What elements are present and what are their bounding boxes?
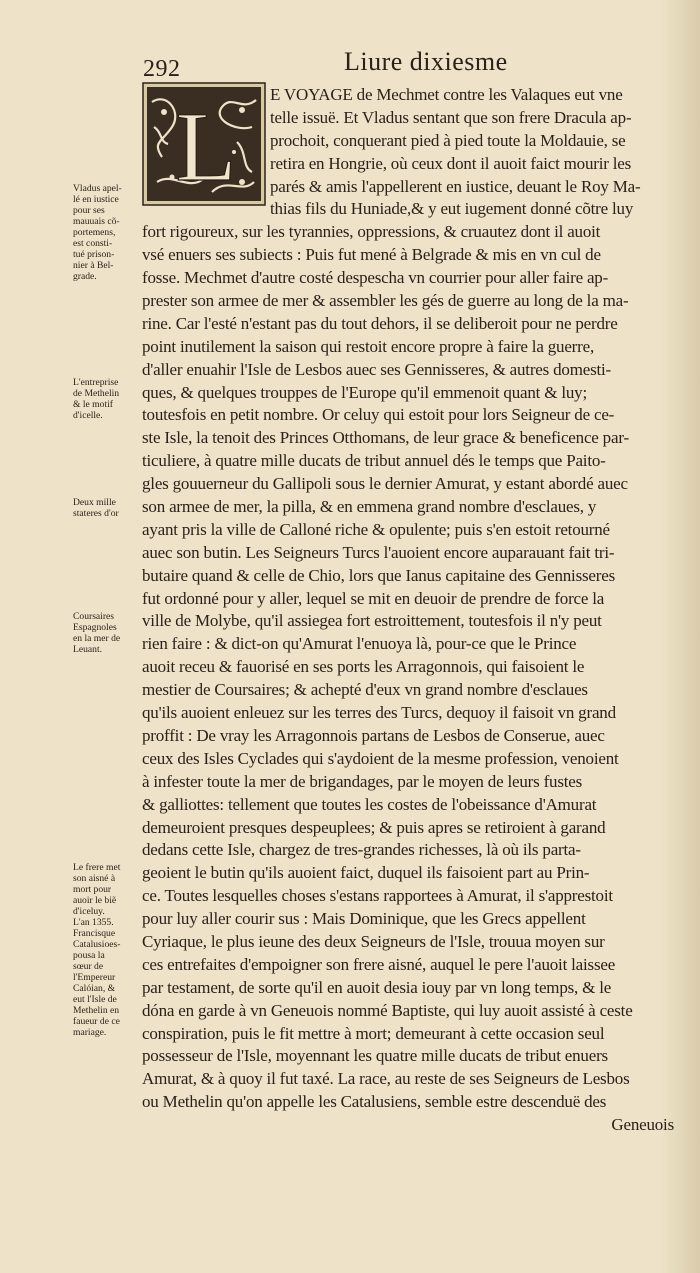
- margin-note-line: l'Empereur: [73, 972, 116, 983]
- text-line: parés & amis l'appellerent en iustice, deuant le Roy Ma-: [270, 176, 641, 196]
- text-line: dedans cette Isle, chargez de tres-grandes richesses, là où ils parta-: [142, 840, 581, 860]
- margin-note-line: grade.: [73, 271, 97, 282]
- text-line: ces entrefaites d'empoigner son frere aisné, auquel le pere l'auoit laissee: [142, 954, 616, 974]
- margin-note-line: pour ses: [73, 205, 105, 216]
- text-line: Cyriaque, le plus ieune des deux Seigneurs de l'Isle, trouua moyen sur: [142, 931, 605, 951]
- text-line: pour luy aller courir sus : Mais Dominique, que les Grecs appellent: [142, 909, 586, 929]
- margin-note-line: mauuais cõ-: [73, 216, 120, 227]
- margin-note: [73, 497, 145, 519]
- margin-note-line: Vladus apel-: [73, 183, 122, 194]
- text-line: geoient le butin qu'ils auoient faict, duquel ils faisoient part au Prin-: [142, 863, 590, 883]
- margin-note-line: Methelin en: [73, 1005, 120, 1016]
- margin-note-line: mariage.: [73, 1027, 107, 1038]
- margin-note-line: Le frere met: [73, 862, 121, 873]
- text-line: proffit : De vray les Arragonnois partans de Lesbos de Conserue, auec: [142, 725, 605, 745]
- margin-note-line: L'entreprise: [73, 377, 119, 388]
- margin-note-line: Coursaires: [73, 611, 115, 622]
- margin-note-line: sœur de: [73, 961, 104, 972]
- text-line: point inutilement la saison qui restoit encore propre à faire la guerre,: [142, 336, 594, 356]
- margin-note-line: est consti-: [73, 238, 113, 249]
- margin-note-line: nier à Bel-: [73, 260, 114, 271]
- text-line: prochoit, conquerant pied à pied toute la Moldauie, se: [270, 130, 626, 150]
- text-line: d'aller enuahir l'Isle de Lesbos auec ses Gennisseres, & autres domesti-: [142, 359, 611, 379]
- margin-note-line: d'iceluy.: [73, 906, 105, 917]
- text-line: telle issuë. Et Vladus sentant que son frere Dracula ap-: [270, 107, 632, 127]
- text-line: ticuliere, à quatre mille ducats de tribut annuel dés le temps que Paito-: [142, 451, 606, 471]
- text-line: fut ordonné pour y aller, lequel se mit en deuoir de prendre de force la: [142, 588, 605, 608]
- text-line: son armee de mer, la pilla, & en emmena grand nombre d'esclaues, y: [142, 497, 597, 517]
- text-line: par testament, de sorte qu'il en auoit desia iouy par vn long temps, & le: [142, 977, 612, 997]
- text-line: rine. Car l'esté n'estant pas du tout dehors, il se deliberoit pour ne perdre: [142, 313, 618, 333]
- text-line: butaire quand & celle de Chio, lors que Ianus capitaine des Gennisseres: [142, 565, 615, 585]
- margin-note-line: pousa la: [73, 950, 105, 961]
- text-line: auoit receu & fauorisé en ses ports les Arragonnois, qui faisoient le: [142, 657, 585, 677]
- text-line: à infester toute la mer de brigandages, par le moyen de leurs fustes: [142, 771, 583, 791]
- margin-note-line: eut l'Isle de: [73, 994, 117, 1005]
- margin-note-line: faueur de ce: [73, 1016, 120, 1027]
- text-line: thias fils du Huniade,& y eut iugement donné cõtre luy: [270, 199, 634, 219]
- main-text: [142, 84, 674, 1137]
- margin-note: [73, 611, 145, 655]
- text-line: dóna en garde à vn Geneuois nommé Baptiste, qui luy auoit assisté à ceste: [142, 1000, 633, 1020]
- margin-note-line: L'an 1355.: [73, 917, 114, 928]
- text-line: possesseur de l'Isle, moyennant les quatre mille ducats de tribut enuers: [142, 1046, 608, 1066]
- margin-note-line: stateres d'or: [73, 508, 119, 519]
- margin-note-line: en la mer de: [73, 633, 121, 644]
- text-line: ceux des Isles Cyclades qui s'aydoient de la mesme profession, venoient: [142, 748, 619, 768]
- margin-note-line: Calóian, &: [73, 983, 116, 994]
- text-line: rien faire : & dict-on qu'Amurat l'enuoya là, pour-ce que le Prince: [142, 634, 577, 654]
- text-line: demeuroient presques despeuplees; & puis apres se retiroient à garand: [142, 817, 606, 837]
- decorated-initial-letter: [142, 82, 266, 206]
- margin-note: [73, 862, 145, 1038]
- text-line: qu'ils auoient enleuez sur les terres des Turcs, dequoy il faisoit vn grand: [142, 703, 616, 723]
- margin-note-line: Deux mille: [73, 497, 116, 508]
- margin-note-line: & le motif: [73, 399, 113, 410]
- text-line: E VOYAGE de Mechmet contre les Valaques eut vne: [270, 85, 623, 104]
- text-line: mestier de Coursaires; & achepté d'eux vn grand nombre d'esclaues: [142, 680, 588, 700]
- text-line: fort rigoureux, sur les tyrannies, oppressions, & cruautez dont il auoit: [142, 222, 601, 242]
- margin-note-line: d'icelle.: [73, 410, 103, 421]
- text-line: ques, & quelques trouppes de l'Europe qu'il emmenoit quant & luy;: [142, 382, 587, 402]
- text-line: & galliottes: tellement que toutes les costes de l'obeissance d'Amurat: [142, 794, 597, 814]
- margin-note-line: portemens,: [73, 227, 116, 238]
- margin-note-line: tué prison-: [73, 249, 115, 260]
- text-line: gles gouuerneur du Gallipoli sous le dernier Amurat, y estant abordé auec: [142, 474, 628, 494]
- text-line: toutesfois en petit nombre. Or celuy qui estoit pour lors Seigneur de ce-: [142, 405, 615, 425]
- text-line: Geneuois: [611, 1115, 674, 1135]
- text-line: ville de Molybe, qu'il assiegea fort estroittement, toutesfois il n'y peut: [142, 611, 602, 631]
- text-line: Amurat, & à quoy il fut taxé. La race, au reste de ses Seigneurs de Lesbos: [142, 1069, 630, 1089]
- margin-note-line: lé en iustice: [73, 194, 119, 205]
- text-line: retira en Hongrie, où ceux dont il auoit faict mourir les: [270, 153, 632, 173]
- page-number: 292: [143, 56, 181, 82]
- text-line: conspiration, puis le fit mettre à mort; demeurant à cette occasion seul: [142, 1023, 605, 1043]
- text-line: ce. Toutes lesquelles choses s'estans rapportees à Amurat, il s'apprestoit: [142, 886, 613, 906]
- running-head: Liure dixiesme: [344, 47, 508, 76]
- margin-note-line: de Methelin: [73, 388, 120, 399]
- text-line: fosse. Mechmet d'autre costé despescha vn courrier pour aller faire ap-: [142, 268, 609, 288]
- margin-note-line: son aisné à: [73, 873, 116, 884]
- margin-note-line: Leuant.: [73, 644, 103, 655]
- initial-letter-glyph: L: [175, 91, 237, 202]
- text-line: ste Isle, la tenoit des Princes Otthomans, de leur grace & beneficence par-: [142, 428, 629, 448]
- margin-note-line: mort pour: [73, 884, 112, 895]
- margin-note-line: Espagnoles: [73, 622, 117, 633]
- text-line: ou Methelin qu'on appelle les Catalusiens, semble estre descenduë des: [142, 1092, 607, 1112]
- text-line: vsé enuers ses subiects : Puis fut mené à Belgrade & mis en vn cul de: [142, 245, 601, 265]
- margin-note: [73, 183, 145, 282]
- text-line: ayant pris la ville de Calloné riche & opulente; puis s'en estoit retourné: [142, 519, 610, 539]
- margin-note-line: Francisque: [73, 928, 116, 939]
- text-line: prester son armee de mer & assembler les gés de guerre au long de la ma-: [142, 291, 629, 311]
- margin-note-line: Catalusioes-: [73, 939, 121, 950]
- margin-note: [73, 377, 145, 421]
- margin-note-line: auoir le biẽ: [73, 895, 117, 906]
- text-line: auec son butin. Les Seigneurs Turcs l'auoient encore auparauant fait tri-: [142, 542, 615, 562]
